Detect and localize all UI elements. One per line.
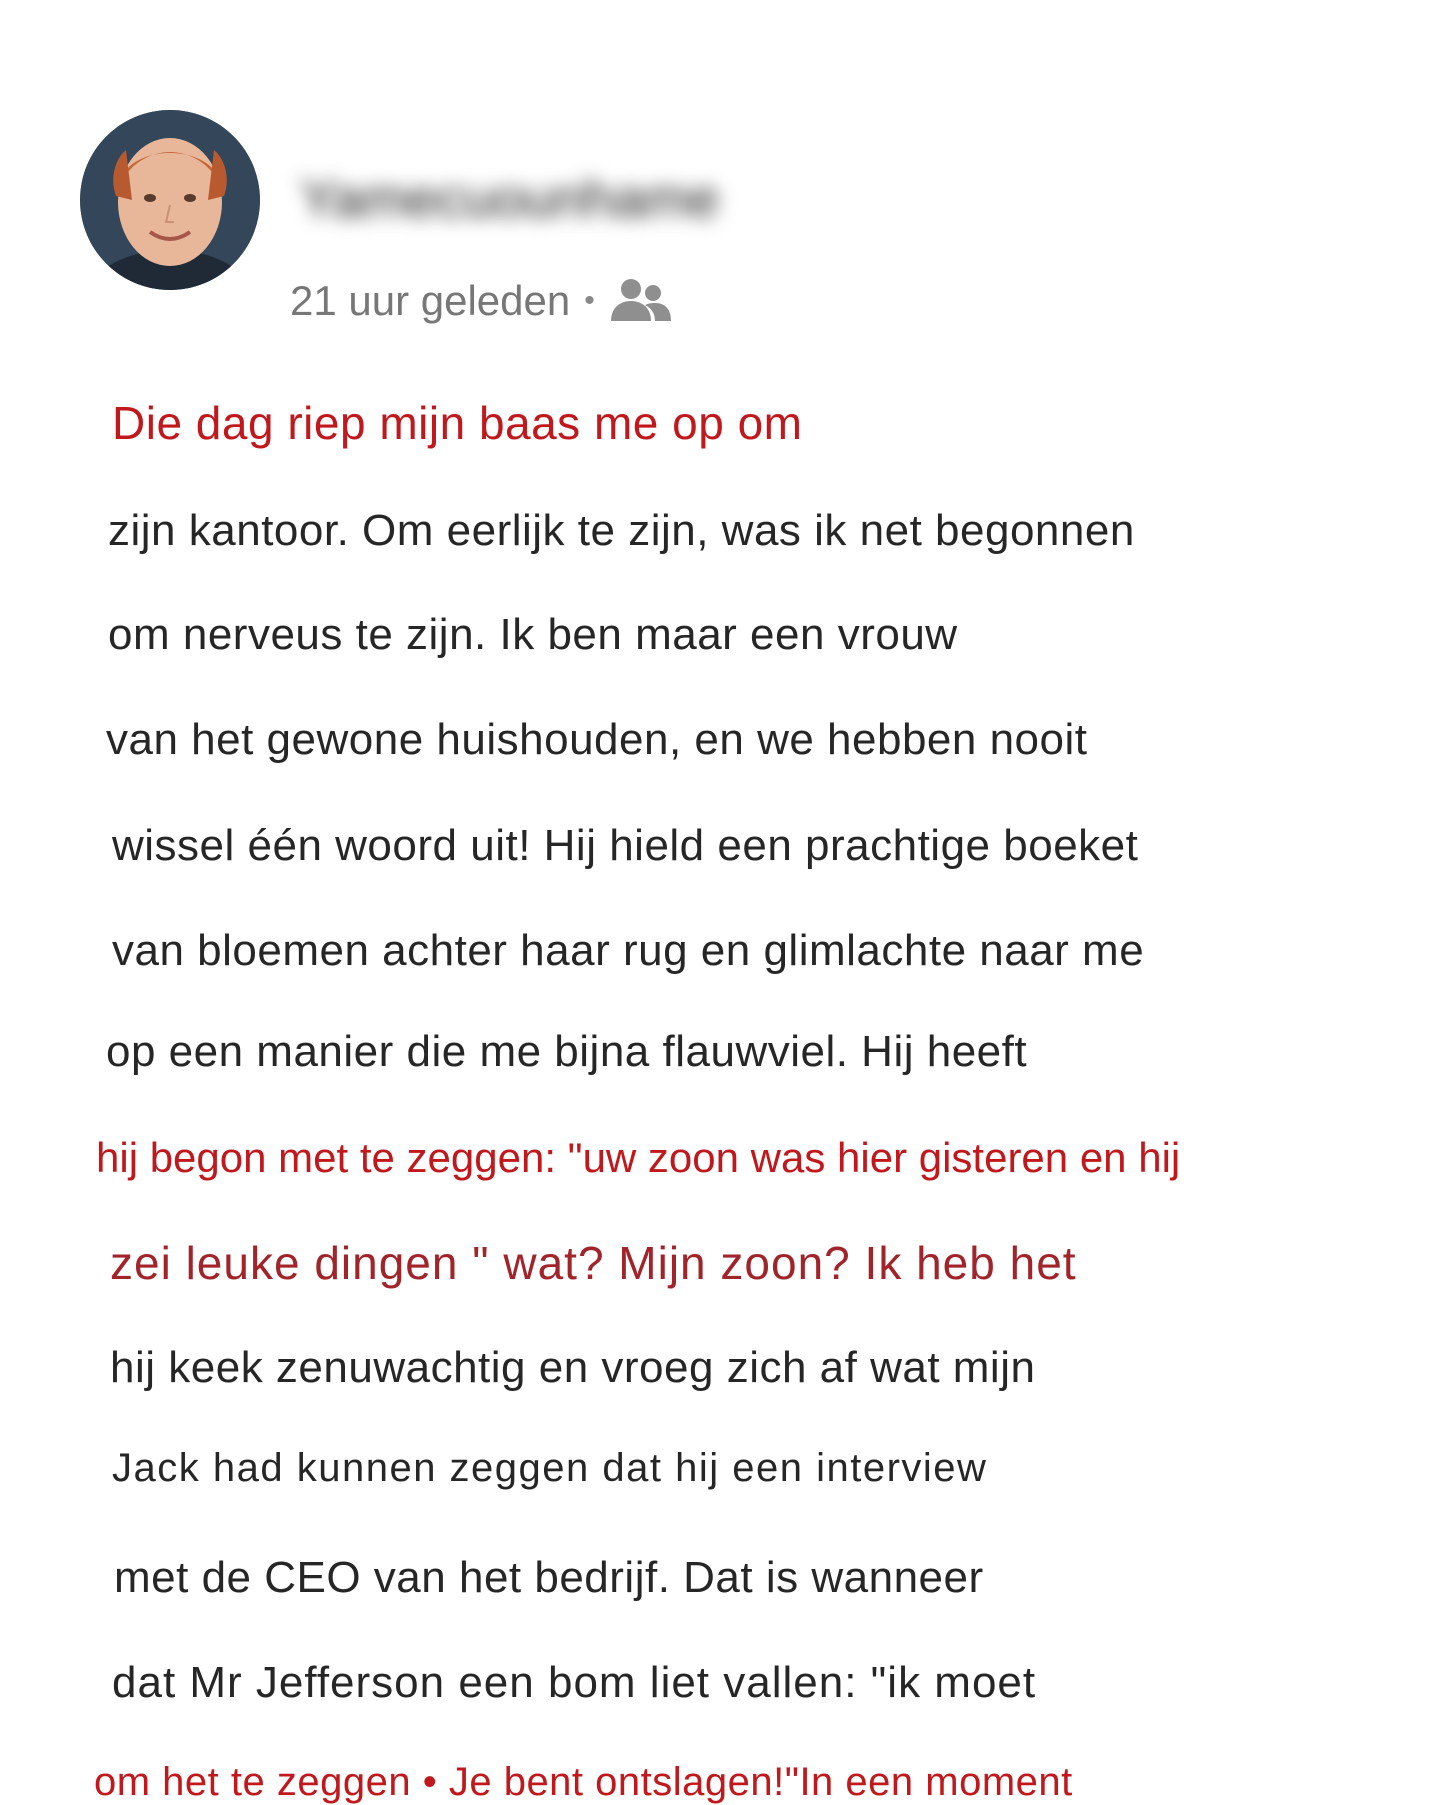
story-line: hij begon met te zeggen: "uw zoon was hier gisteren en hij bbox=[96, 1134, 1181, 1181]
story-line: hij keek zenuwachtig en vroeg zich af wat mijn bbox=[110, 1343, 1036, 1392]
story-line: met de CEO van het bedrijf. Dat is wanneer bbox=[114, 1553, 984, 1602]
story-line: om het te zeggen • Je bent ontslagen!"In een moment bbox=[94, 1760, 1073, 1804]
author-name[interactable]: Yamecuounhame bbox=[300, 169, 720, 229]
author-avatar[interactable] bbox=[80, 110, 260, 290]
story-line: van bloemen achter haar rug en glimlachte naar me bbox=[112, 926, 1145, 975]
story-line: op een manier die me bijna flauwviel. Hij heeft bbox=[106, 1027, 1028, 1076]
story-line: zijn kantoor. Om eerlijk te zijn, was ik net begonnen bbox=[108, 506, 1135, 555]
friends-icon[interactable] bbox=[609, 275, 673, 327]
story-line: Jack had kunnen zeggen dat hij een interview bbox=[112, 1446, 988, 1490]
story-line: Die dag riep mijn baas me op om bbox=[112, 397, 803, 449]
story-line: zei leuke dingen " wat? Mijn zoon? Ik heb het bbox=[110, 1237, 1077, 1289]
post-timestamp[interactable]: 21 uur geleden bbox=[290, 277, 571, 324]
story-line: dat Mr Jefferson een bom liet vallen: "ik moet bbox=[112, 1658, 1037, 1707]
meta-separator: • bbox=[584, 284, 595, 317]
profile-photo-icon bbox=[80, 110, 260, 290]
story-line: van het gewone huishouden, en we hebben nooit bbox=[106, 715, 1088, 764]
story-line: wissel één woord uit! Hij hield een prachtige boeket bbox=[112, 821, 1139, 870]
post-meta bbox=[290, 275, 673, 327]
story-line: om nerveus te zijn. Ik ben maar een vrouw bbox=[108, 610, 958, 659]
